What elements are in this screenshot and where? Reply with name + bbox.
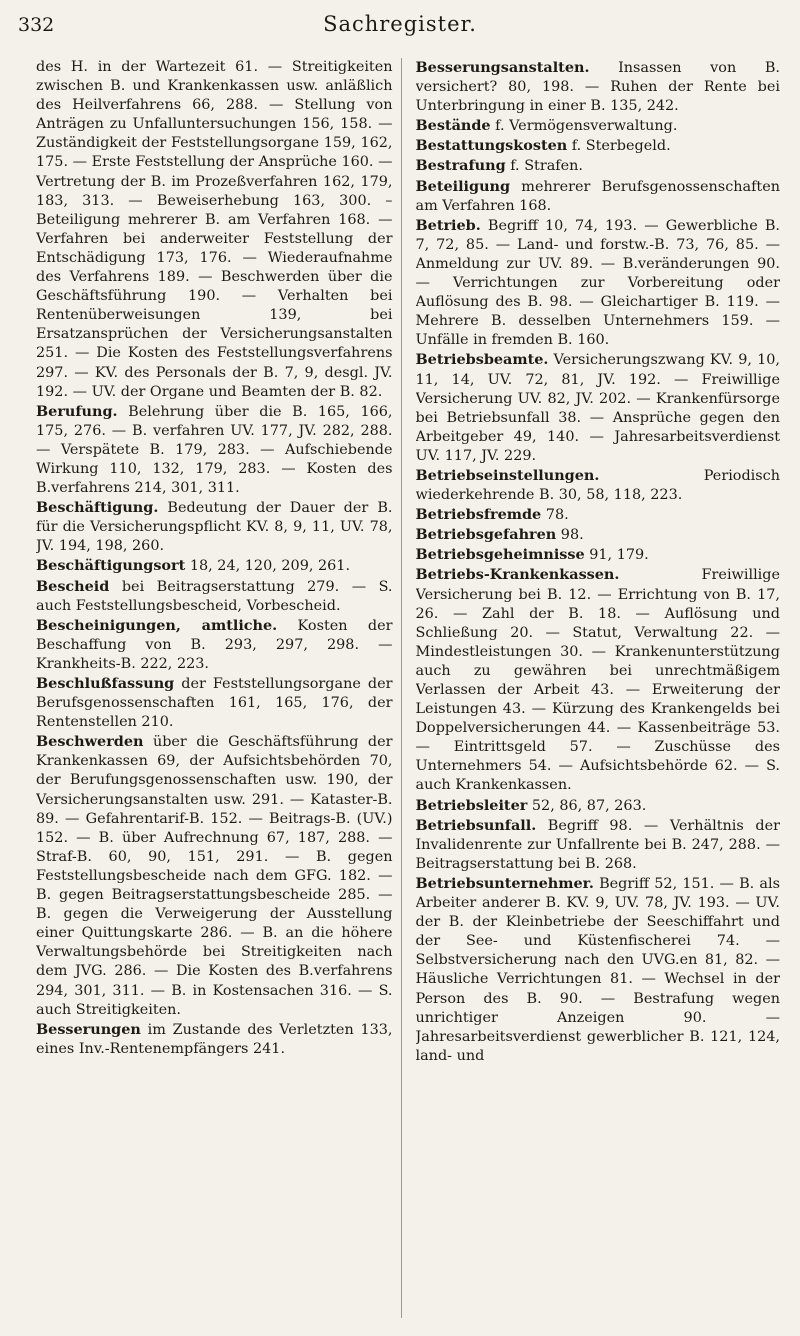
- register-entry: [416, 136, 781, 156]
- entry-text: f. Vermögensverwaltung.: [490, 118, 678, 135]
- register-entry: [416, 816, 781, 874]
- entry-text: Periodisch wiederkehrende B. 30, 58, 118, 223.: [415, 467, 780, 504]
- entry-keyword: Beschäftigungsort: [36, 557, 186, 575]
- register-entry: [416, 545, 781, 565]
- entry-text: 91, 179.: [584, 547, 649, 564]
- entry-text: Freiwillige Versicherung bei B. 12. — Errichtung von B. 17, 26. — Zahl der B. 18. — Auflösung und Schließung 20. — Statut, Verwaltung 22. — Mindestleistungen 30. — Krankenunterstützung auch zu gewähren bei unrechtmäßigem Verlassen der Arbeit 43. — Erweiterung der Leistungen 43. — Kürzung des Krankengelds bei Doppelversicherungen 44. — Kassenbeiträge 53. — Eintrittsgeld 57. — Zuschüsse des Unternehmers 54. — Aufsichtsbehörde 62. — S. auch Krankenkassen.: [415, 567, 780, 794]
- entry-keyword: Betrieb.: [415, 216, 481, 234]
- entry-text: f. Sterbegeld.: [567, 138, 671, 155]
- entry-text: Kosten der Beschaffung von B. 293, 297, 298. — Krankheits-B. 222, 223.: [36, 617, 393, 672]
- register-entry: [416, 350, 781, 466]
- entry-text: Belehrung über die B. 165, 166, 175, 276. — B. verfahren UV. 177, JV. 282, 288. — Verspätete B. 179, 283. — Aufschiebende Wirkung 110, 132, 179, 283. — Kosten des B.verfahrens 214, 301, 311.: [36, 403, 393, 497]
- entry-text: Bedeutung der Dauer der B. für die Versicherungspflicht KV. 8, 9, 11, UV. 78, JV. 194, 198, 260.: [36, 500, 393, 555]
- entry-keyword: Betriebsunfall.: [415, 816, 537, 834]
- entry-text: Versicherungszwang KV. 9, 10, 11, 14, UV. 72, 81, JV. 192. — Freiwillige Versicherung UV. 82, JV. 202. — Krankenfürsorge bei Betriebsunfall 38. — Ansprüche gegen den Arbeitgeber 49, 140. — Jahresarbeitsverdienst UV. 117, JV. 229.: [415, 352, 780, 464]
- entry-text: der Feststellungsorgane der Berufsgenossenschaften 161, 165, 176, der Rentenstellen 210.: [36, 676, 393, 731]
- entry-keyword: Betriebs-Krankenkassen.: [415, 566, 620, 584]
- entry-keyword: Betriebsfremde: [415, 506, 542, 524]
- page-header: [0, 0, 800, 56]
- entry-text: f. Strafen.: [505, 158, 583, 175]
- register-entry: [416, 505, 781, 525]
- entry-keyword: Besserungsanstalten.: [415, 59, 590, 76]
- entry-keyword: Betriebsunternehmer.: [415, 874, 594, 892]
- entry-text: bei Beitragserstattung 279. — S. auch Feststellungsbescheid, Vorbescheid.: [36, 578, 393, 614]
- index-columns: [36, 58, 780, 1318]
- entry-keyword: Beschäftigung.: [36, 499, 159, 517]
- entry-keyword: Bescheid: [36, 577, 110, 595]
- entry-text: Begriff 10, 74, 193. — Gewerbliche B. 7, 72, 85. — Land- und forstw.-B. 73, 76, 85. — Anmeldung zur UV. 89. — B.veränderungen 90. — Verrichtungen zur Vorbereitung oder Auflösung des B. 98. — Gleichartiger B. 119. — Mehrere B. desselben Unternehmers 159. — Unfälle in fremden B. 160.: [415, 217, 780, 349]
- register-entry: [416, 565, 781, 795]
- entry-keyword: Betriebsleiter: [415, 796, 528, 814]
- entry-keyword: Bescheinigungen, amtliche.: [36, 616, 278, 634]
- left-column: [36, 58, 402, 1318]
- entry-keyword: Berufung.: [36, 402, 118, 420]
- register-entry: [36, 498, 393, 556]
- register-entry: [36, 58, 393, 402]
- register-entry: [416, 466, 781, 505]
- entry-text: Begriff 52, 151. — B. als Arbeiter anderer B. KV. 9, UV. 78, JV. 193. — UV. der B. der Kleinbetriebe der Seeschiffahrt und der See- und Küstenfischerei 74. — Selbstversicherung nach den UVG.en 81, 82. — Häusliche Verrichtungen 81. — Wechsel in der Person des B. 90. — Bestrafung wegen unrichtiger Anzeigen 90. — Jahresarbeitsverdienst gewerblicher B. 121, 124, land- und: [415, 875, 780, 1064]
- right-column: [416, 58, 781, 1318]
- entry-text: 98.: [556, 527, 584, 544]
- register-entry: [416, 796, 781, 816]
- entry-keyword: Bestrafung: [415, 157, 506, 175]
- entry-text: 52, 86, 87, 263.: [527, 797, 647, 814]
- entry-text: über die Geschäftsführung der Krankenkassen 69, der Aufsichtsbehörden 70, der Berufungsgenossenschaften usw. 190, der Versicherungsanstalten usw. 291. — Kataster-B. 89. — Gefahrentarif-B. 152. — Beitrags-B. (UV.) 152. — B. über Aufrechnung 67, 187, 288. — Straf-B. 60, 90, 151, 291. — B. gegen Feststellungsbescheide nach dem GFG. 182. — B. gegen Beitragserstattungsbescheide 285. — B. gegen die Verweigerung der Ausstellung einer Quittungskarte 286. — B. an die höhere Verwaltungsbehörde bei Streitigkeiten nach dem JVG. 286. — Die Kosten des B.verfahrens 294, 301, 311. — B. in Kostensachen 316. — S. auch Streitigkeiten.: [36, 734, 393, 1018]
- entry-keyword: Betriebsgeheimnisse: [415, 546, 585, 564]
- running-title: Sachregister.: [323, 12, 477, 36]
- entry-keyword: Besserungen: [36, 1020, 141, 1038]
- register-entry: [416, 156, 781, 176]
- register-entry: [36, 577, 393, 616]
- entry-text: mehrerer Berufsgenossenschaften am Verfahren 168.: [415, 178, 780, 214]
- entry-keyword: Bestände: [415, 117, 491, 135]
- register-entry: [36, 1020, 393, 1059]
- entry-keyword: Betriebsgefahren: [415, 526, 557, 544]
- register-entry: [416, 216, 781, 351]
- register-entry: [36, 616, 393, 674]
- entry-text: 78.: [541, 507, 569, 524]
- register-entry: [36, 732, 393, 1019]
- entry-keyword: Beteiligung: [415, 177, 511, 195]
- entry-keyword: Beschlußfassung: [36, 675, 175, 692]
- entry-text: des H. in der Wartezeit 61. — Streitigkeiten zwischen B. und Krankenkassen usw. anläßlich des Heilverfahrens 66, 288. — Stellung von Anträgen zu Unfalluntersuchungen 156, 158. — Zuständigkeit der Feststellungsorgane 159, 162, 175. — Erste Feststellung der Ansprüche 160. — Vertretung der B. im Prozeßverfahren 162, 179, 183, 313. — Beweiserhebung 163, 300. – Beteiligung mehrerer B. am Verfahren 168. — Verfahren bei anderweiter Feststellung der Entschädigung 173, 176. — Wiederaufnahme des Verfahrens 189. — Beschwerden über die Geschäftsführung 190. — Verhalten bei Rentenüberweisungen 139, bei Ersatzansprüchen der Versicherungsanstalten 251. — Die Kosten des Feststellungsverfahrens 297. — KV. des Personals der B. 7, 9, desgl. JV. 192. — UV. der Organe und Beamten der B. 82.: [36, 59, 393, 400]
- register-entry: [36, 674, 393, 732]
- entry-keyword: Betriebseinstellungen.: [415, 466, 600, 484]
- register-entry: [36, 402, 393, 498]
- entry-text: im Zustande des Verletzten 133, eines Inv.-Rentenempfängers 241.: [36, 1021, 393, 1057]
- entry-text: 18, 24, 120, 209, 261.: [185, 558, 351, 575]
- entry-keyword: Bestattungskosten: [415, 137, 568, 155]
- register-entry: [416, 177, 781, 216]
- register-entry: [416, 874, 781, 1066]
- register-entry: [36, 556, 393, 576]
- entry-keyword: Betriebsbeamte.: [415, 351, 549, 369]
- entry-keyword: Beschwerden: [36, 733, 144, 751]
- page-number: 332: [18, 14, 55, 36]
- entry-text: Begriff 98. — Verhältnis der Invalidenrente zur Unfallrente bei B. 247, 288. — Beitragserstattung bei B. 268.: [415, 817, 780, 872]
- register-entry: [416, 116, 781, 136]
- entry-text: Insassen von B. versichert? 80, 198. — Ruhen der Rente bei Unterbringung in einer B. 135, 242.: [415, 60, 780, 115]
- register-entry: [416, 525, 781, 545]
- register-entry: [416, 58, 781, 116]
